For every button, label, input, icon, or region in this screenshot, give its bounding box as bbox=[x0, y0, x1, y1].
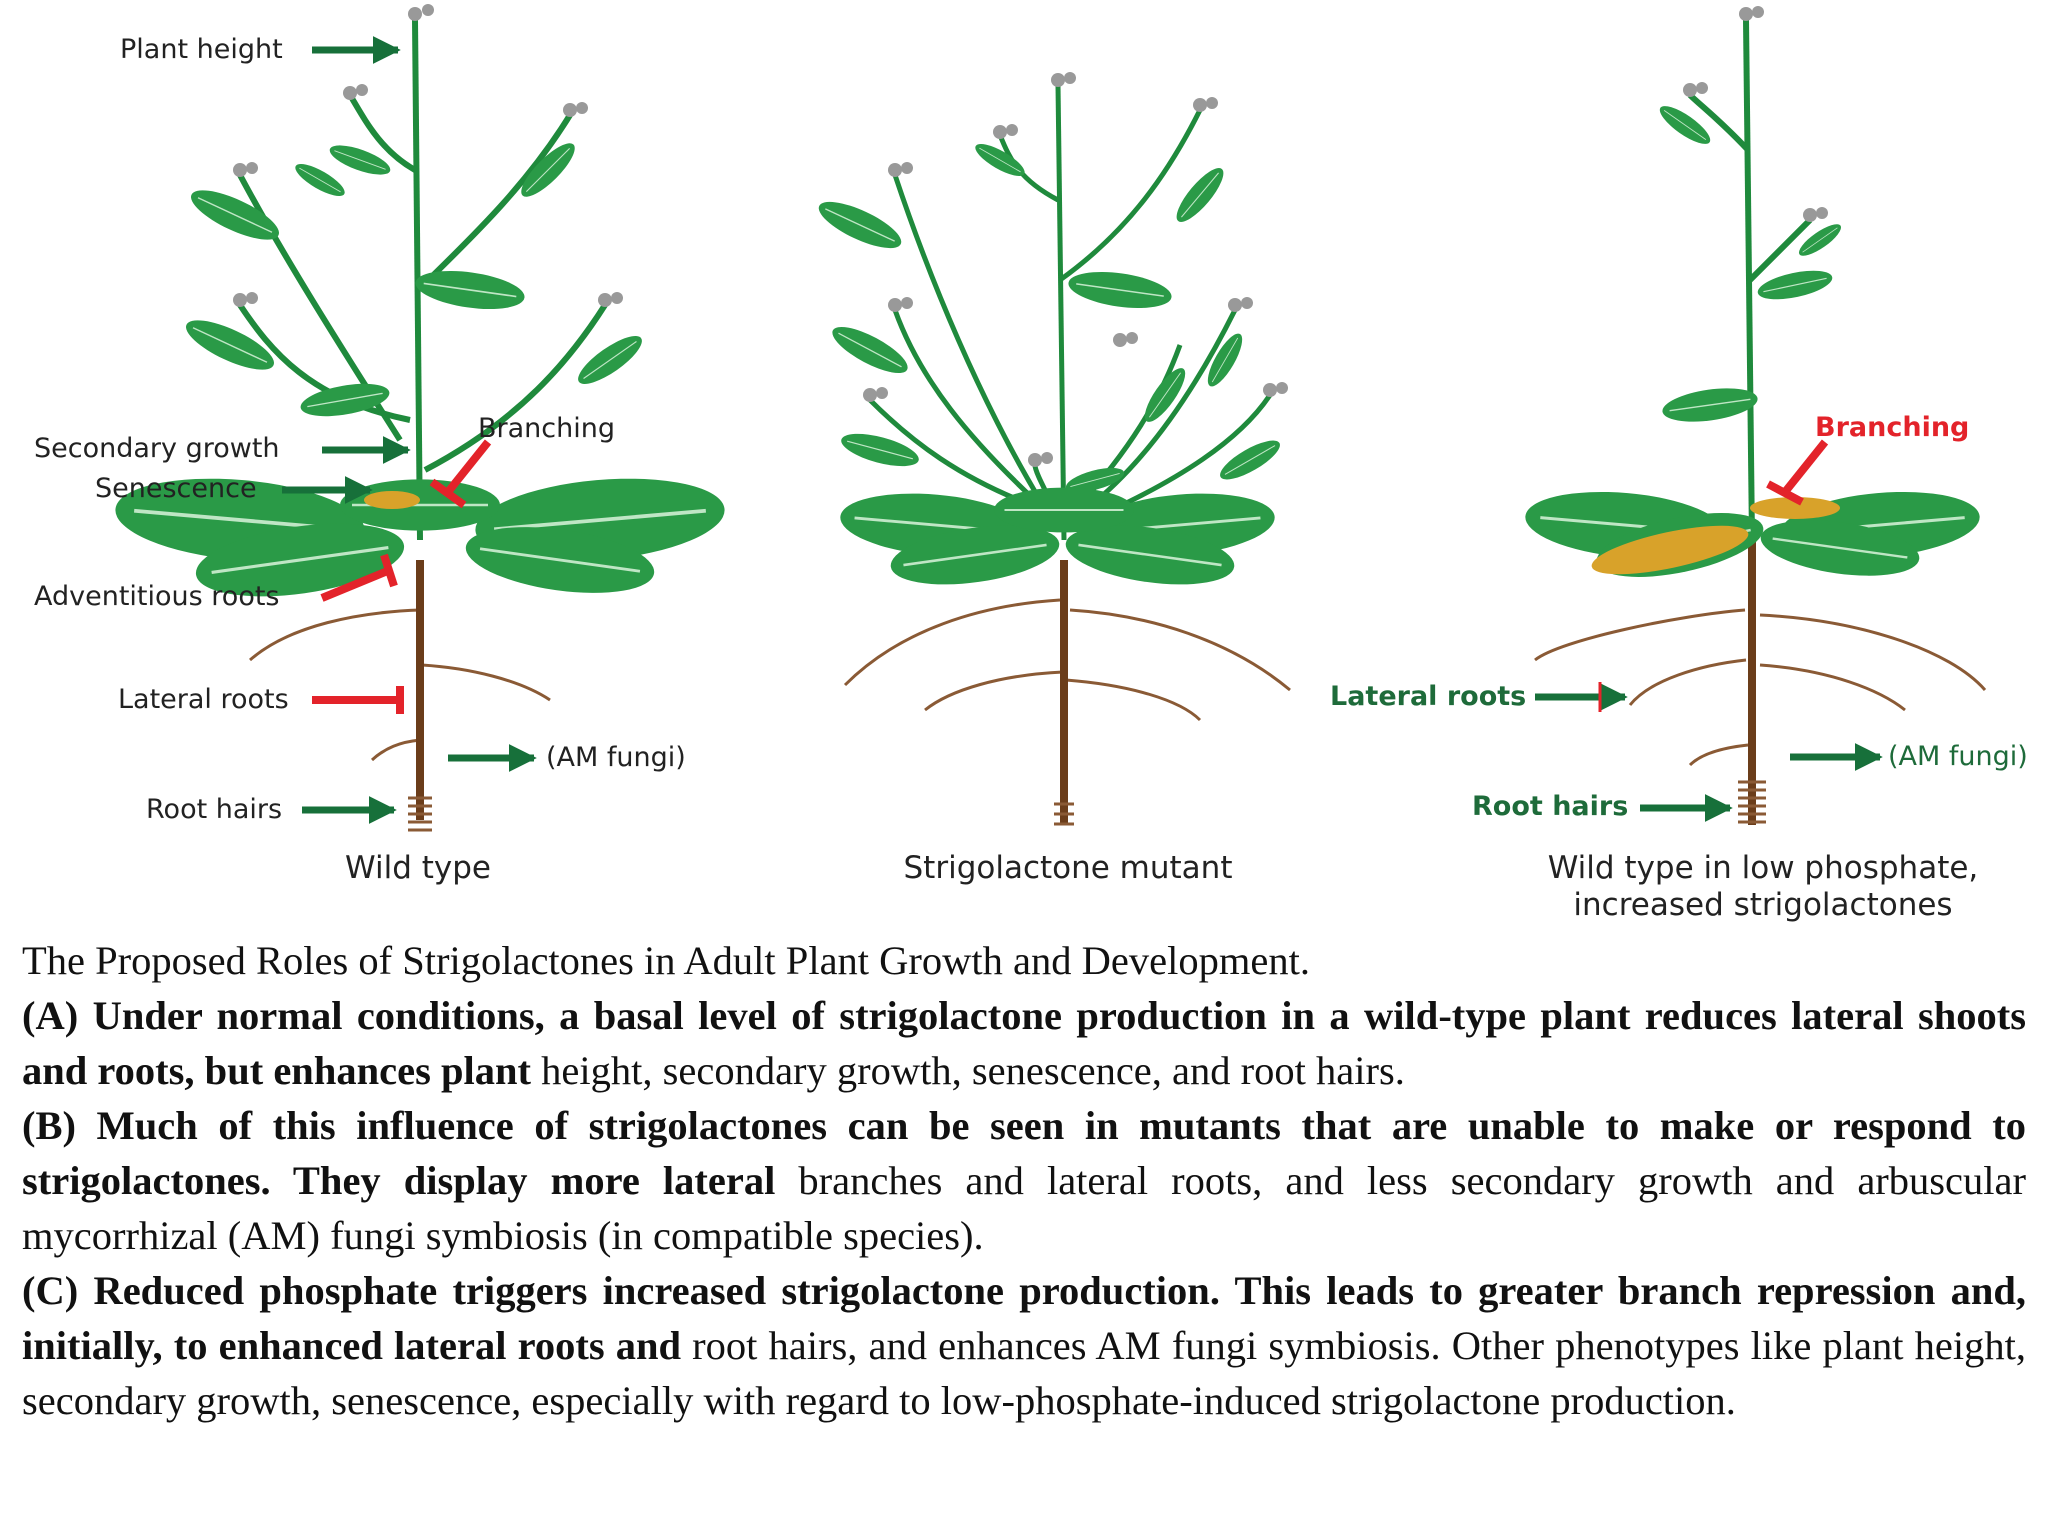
stems bbox=[870, 85, 1270, 540]
panel-b-caption: Strigolactone mutant bbox=[903, 850, 1233, 886]
label-branching: Branching bbox=[1815, 412, 1970, 443]
panel-c-caption-line2: increased strigolactones bbox=[1573, 887, 1953, 923]
plant-wild-type bbox=[34, 4, 728, 886]
label-branching: Branching bbox=[478, 413, 615, 444]
caption-a-bold: (A) Under normal conditions, a basal level of strigolactone production in a wild-type plant reduces lateral shoots and roots, but enhances plant bbox=[22, 993, 2026, 1093]
label-am-fungi: (AM fungi) bbox=[546, 742, 686, 773]
red-inhibitors bbox=[1600, 442, 1825, 712]
flowers bbox=[1683, 6, 1828, 222]
label-root-hairs: Root hairs bbox=[1472, 791, 1629, 822]
label-adventitious-roots: Adventitious roots bbox=[34, 581, 280, 612]
plant-low-phosphate bbox=[1330, 6, 2028, 923]
label-lateral-roots: Lateral roots bbox=[118, 684, 289, 715]
caption-c-rest: root hairs, and enhances AM fungi symbiosis. Other phenotypes like plant height, secondary growth, senescence, especially with regard to low-phosphate-induced strigolactone production. bbox=[22, 1323, 2026, 1423]
figure-caption bbox=[22, 933, 2026, 1428]
caption-b bbox=[22, 1098, 2026, 1263]
caption-a-rest: height, secondary growth, senescence, and root hairs. bbox=[531, 1048, 1405, 1093]
label-senescence: Senescence bbox=[95, 473, 257, 504]
label-plant-height: Plant height bbox=[120, 34, 283, 65]
caption-title: The Proposed Roles of Strigolactones in Adult Plant Growth and Development. bbox=[22, 938, 1310, 983]
panel-a-caption: Wild type bbox=[345, 850, 491, 886]
caption-c-bold: (C) Reduced phosphate triggers increased strigolactone production. This leads to greater branch repression and, initially, to enhanced lateral roots and bbox=[22, 1268, 2026, 1368]
plant-strigolactone-mutant bbox=[813, 72, 1290, 886]
rosette bbox=[838, 486, 1278, 593]
caption-c bbox=[22, 1263, 2026, 1428]
panel-c-caption-line1: Wild type in low phosphate, bbox=[1547, 850, 1979, 886]
caption-b-bold: (B) Much of this influence of strigolactones can be seen in mutants that are unable to make or respond to strigolactones. They display more lateral bbox=[22, 1103, 2026, 1203]
caption-a bbox=[22, 988, 2026, 1098]
caption-b-rest: branches and lateral roots, and less secondary growth and arbuscular mycorrhizal (AM) fungi symbiosis (in compatible species). bbox=[22, 1158, 2026, 1258]
label-am-fungi: (AM fungi) bbox=[1888, 741, 2028, 772]
roots bbox=[250, 610, 550, 760]
label-secondary-growth: Secondary growth bbox=[34, 433, 280, 464]
senescent-leaf bbox=[364, 491, 420, 509]
label-root-hairs: Root hairs bbox=[146, 794, 283, 825]
label-lateral-roots: Lateral roots bbox=[1330, 681, 1527, 712]
